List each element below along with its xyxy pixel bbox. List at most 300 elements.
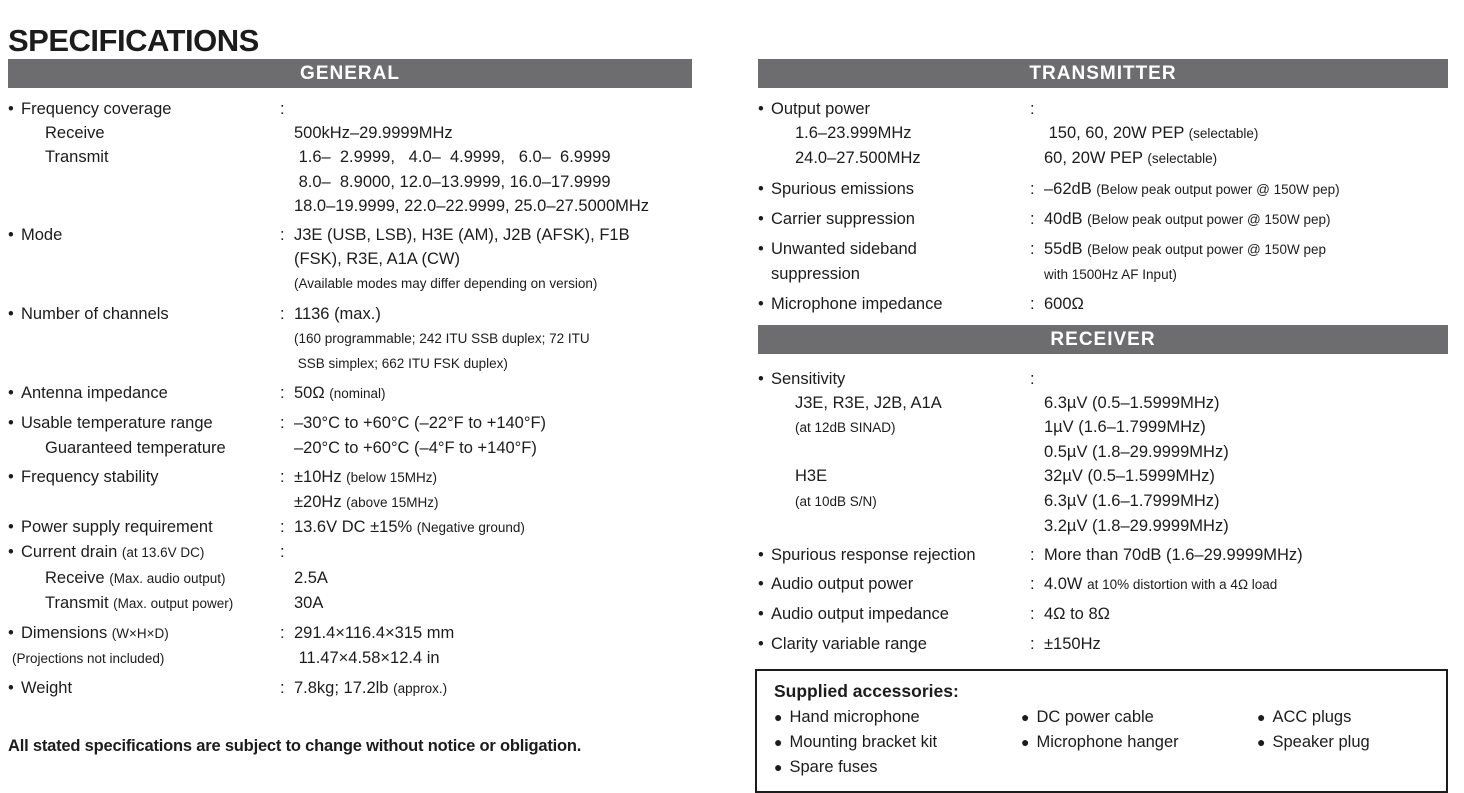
spec-row — [8, 411, 692, 435]
spec-value — [290, 411, 692, 435]
spec-colon — [280, 490, 290, 515]
spec-text: ±150Hz — [1044, 634, 1101, 653]
spec-value — [290, 465, 692, 490]
spec-text: Guaranteed temperature — [45, 438, 226, 457]
spec-row — [758, 292, 1448, 316]
spec-colon — [280, 121, 290, 145]
spec-value — [290, 621, 692, 646]
spec-text: Weight — [21, 679, 73, 698]
spec-label — [8, 351, 280, 376]
spec-colon: : — [1030, 575, 1035, 594]
spec-text: 0.5µV (1.8–29.9999MHz) — [1044, 443, 1229, 462]
spec-text: 1136 (max.) — [294, 304, 381, 323]
bullet-icon: • — [8, 467, 14, 486]
spec-label — [758, 367, 1030, 391]
bullet-icon: • — [8, 226, 14, 245]
general-column — [8, 59, 692, 702]
spec-text: H3E — [795, 467, 828, 486]
spec-text: More than 70dB (1.6–29.9999MHz) — [1044, 546, 1303, 565]
spec-value — [290, 515, 692, 540]
spec-colon: : — [1030, 179, 1035, 198]
bullet-icon: • — [758, 209, 764, 228]
spec-value — [290, 351, 692, 376]
accessory-bullet-icon: ● — [1021, 733, 1030, 750]
spec-text: Transmit — [45, 593, 114, 612]
section-header-general: GENERAL — [8, 59, 692, 88]
spec-text-small: (approx.) — [393, 681, 448, 697]
spec-value — [290, 302, 692, 326]
spec-label — [8, 194, 280, 218]
bullet-icon: • — [758, 605, 764, 624]
spec-label — [8, 97, 280, 121]
spec-text: 6.3µV (0.5–1.5999MHz) — [1044, 393, 1220, 412]
spec-label — [758, 543, 1030, 567]
spec-text-small: (at 12dB SINAD) — [795, 420, 896, 436]
accessory-bullet-icon: ● — [774, 708, 783, 725]
spec-value — [1040, 262, 1448, 287]
spec-label — [758, 464, 1030, 488]
spec-row — [8, 381, 692, 406]
spec-row — [8, 194, 692, 218]
spec-colon — [280, 566, 290, 591]
accessories-list — [774, 705, 1432, 780]
accessory-bullet-icon: ● — [774, 733, 783, 750]
accessory-item — [1257, 705, 1432, 730]
spec-value — [290, 381, 692, 406]
spec-label — [8, 621, 280, 646]
spec-row — [758, 415, 1448, 440]
spec-colon — [1030, 146, 1040, 171]
page-title: SPECIFICATIONS — [8, 22, 259, 58]
spec-text: 55dB — [1044, 240, 1088, 259]
spec-colon — [280, 591, 290, 616]
accessory-bullet-icon: ● — [1021, 708, 1030, 725]
spec-row — [758, 262, 1448, 287]
spec-row — [758, 464, 1448, 488]
spec-row — [8, 351, 692, 376]
spec-row — [758, 237, 1448, 262]
spec-colon: : — [280, 543, 285, 562]
supplied-accessories-box — [755, 669, 1448, 793]
spec-text-small: (Negative ground) — [416, 520, 525, 536]
spec-text: Power supply requirement — [21, 518, 213, 537]
spec-row — [758, 572, 1448, 597]
spec-value — [1040, 489, 1448, 514]
spec-row — [8, 515, 692, 540]
spec-text: 8.0– 8.9000, 12.0–13.9999, 16.0–17.9999 — [294, 172, 611, 191]
spec-row — [758, 489, 1448, 514]
accessories-title: Supplied accessories: — [774, 680, 959, 701]
spec-text: 30A — [294, 593, 324, 612]
spec-colon: : — [1030, 295, 1035, 314]
spec-colon: : — [280, 414, 285, 433]
spec-row — [8, 465, 692, 490]
general-spec-list — [8, 88, 692, 702]
spec-text-small: (Projections not included) — [12, 651, 165, 667]
spec-text: Output power — [771, 100, 871, 118]
spec-colon — [280, 326, 290, 351]
spec-text: Current drain — [21, 543, 122, 562]
spec-row — [8, 121, 692, 145]
spec-label — [8, 302, 280, 326]
spec-colon — [280, 194, 290, 218]
section-header-transmitter: TRANSMITTER — [758, 59, 1448, 88]
spec-value — [1040, 391, 1448, 415]
spec-text: Audio output power — [771, 575, 914, 594]
spec-text: 1.6–23.999MHz — [795, 124, 912, 143]
spec-value — [1040, 464, 1448, 488]
spec-value — [290, 436, 692, 460]
spec-value — [290, 97, 692, 121]
spec-value — [290, 540, 692, 565]
spec-row — [8, 271, 692, 296]
spec-colon — [1030, 415, 1040, 440]
receiver-spec-list — [758, 354, 1448, 656]
spec-label — [758, 97, 1030, 121]
bullet-icon: • — [758, 546, 764, 565]
accessory-label: DC power cable — [1036, 707, 1154, 726]
spec-text: 500kHz–29.9999MHz — [294, 124, 453, 143]
spec-text: 4.0W — [1044, 575, 1088, 594]
spec-row — [758, 207, 1448, 232]
spec-text-small: (at 13.6V DC) — [121, 545, 205, 561]
spec-label — [758, 146, 1030, 171]
spec-label — [758, 440, 1030, 464]
spec-text: 6.3µV (1.6–1.7999MHz) — [1044, 491, 1220, 510]
spec-row — [8, 170, 692, 194]
spec-text: Sensitivity — [771, 369, 846, 388]
spec-row — [758, 543, 1448, 567]
spec-text: 3.2µV (1.8–29.9999MHz) — [1044, 516, 1229, 535]
spec-value — [290, 271, 692, 296]
bullet-icon: • — [758, 240, 764, 259]
bullet-icon: • — [8, 543, 14, 562]
spec-text: –30°C to +60°C (–22°F to +140°F) — [294, 414, 547, 433]
spec-colon — [1030, 514, 1040, 538]
spec-value — [290, 145, 692, 169]
spec-row — [8, 540, 692, 565]
spec-label — [8, 676, 280, 701]
spec-value — [290, 223, 692, 247]
spec-text: 600Ω — [1044, 295, 1084, 314]
spec-value — [290, 490, 692, 515]
spec-text: Frequency stability — [21, 467, 159, 486]
spec-text: Audio output impedance — [771, 605, 949, 624]
accessory-label: Mounting bracket kit — [789, 732, 938, 751]
spec-colon: : — [1030, 634, 1035, 653]
spec-colon: : — [1030, 100, 1035, 118]
spec-value — [1040, 543, 1448, 567]
spec-colon — [280, 436, 290, 460]
spec-label — [8, 247, 280, 271]
accessory-label: Speaker plug — [1272, 732, 1370, 751]
spec-text: 11.47×4.58×12.4 in — [294, 649, 440, 668]
spec-value — [1040, 237, 1448, 262]
spec-label — [758, 207, 1030, 232]
accessory-bullet-icon: ● — [1257, 708, 1266, 725]
spec-label — [758, 121, 1030, 146]
spec-colon: : — [1030, 605, 1035, 624]
spec-colon — [1030, 121, 1040, 146]
spec-label — [8, 145, 280, 169]
spec-value — [1040, 602, 1448, 626]
spec-value — [1040, 572, 1448, 597]
spec-value — [1040, 146, 1448, 171]
spec-row — [758, 146, 1448, 171]
spec-row — [8, 591, 692, 616]
spec-row — [8, 97, 692, 121]
spec-label — [8, 515, 280, 540]
accessory-label: ACC plugs — [1272, 707, 1352, 726]
spec-label — [8, 465, 280, 490]
spec-value — [290, 566, 692, 591]
spec-label — [758, 514, 1030, 538]
spec-label — [8, 591, 280, 616]
spec-text: Carrier suppression — [771, 209, 915, 228]
spec-label — [8, 121, 280, 145]
spec-text-small: (Available modes may differ depending on version) — [294, 276, 598, 292]
spec-value — [1040, 121, 1448, 146]
spec-colon — [1030, 464, 1040, 488]
spec-colon: : — [1030, 369, 1035, 388]
spec-label — [758, 262, 1030, 287]
spec-text: Dimensions — [21, 624, 112, 643]
spec-value — [1040, 177, 1448, 202]
spec-text-small: (nominal) — [329, 386, 386, 402]
accessory-item — [1021, 705, 1257, 730]
accessory-bullet-icon: ● — [1257, 733, 1266, 750]
accessory-item — [1257, 730, 1432, 755]
spec-colon: : — [280, 304, 285, 323]
spec-text-small: (Max. output power) — [113, 595, 234, 611]
spec-text-small: (at 10dB S/N) — [795, 493, 877, 509]
spec-value — [1040, 415, 1448, 440]
spec-text: Clarity variable range — [771, 634, 927, 653]
spec-text: 1.6– 2.9999, 4.0– 4.9999, 6.0– 6.9999 — [294, 148, 611, 167]
accessory-item — [774, 755, 1021, 780]
spec-text: Receive — [45, 124, 105, 143]
spec-colon: : — [280, 226, 285, 245]
spec-value — [1040, 97, 1448, 121]
spec-text: Usable temperature range — [21, 414, 213, 433]
spec-text: suppression — [771, 265, 860, 284]
spec-value — [1040, 292, 1448, 316]
spec-colon: : — [1030, 546, 1035, 565]
spec-text-small: (Max. audio output) — [109, 570, 226, 586]
spec-text: 24.0–27.500MHz — [795, 149, 921, 168]
spec-value — [1040, 440, 1448, 464]
bullet-icon: • — [8, 624, 14, 643]
spec-text: Antenna impedance — [21, 384, 168, 403]
spec-text-small: (selectable) — [1147, 151, 1218, 167]
spec-text: J3E, R3E, J2B, A1A — [795, 393, 942, 412]
spec-colon — [280, 646, 290, 671]
spec-text-small: (above 15MHz) — [346, 495, 439, 511]
spec-colon — [1030, 262, 1040, 287]
bullet-icon: • — [8, 384, 14, 403]
spec-colon: : — [1030, 209, 1035, 228]
bullet-icon: • — [758, 179, 764, 198]
spec-text: 4Ω to 8Ω — [1044, 605, 1110, 624]
spec-text: (FSK), R3E, A1A (CW) — [294, 250, 460, 269]
spec-text: 13.6V DC ±15% — [294, 518, 417, 537]
bullet-icon: • — [758, 634, 764, 653]
accessory-item — [774, 730, 1021, 755]
spec-label — [8, 223, 280, 247]
spec-colon — [1030, 391, 1040, 415]
spec-colon: : — [280, 679, 285, 698]
spec-text: Spurious emissions — [771, 179, 915, 198]
spec-value — [290, 591, 692, 616]
spec-value — [290, 247, 692, 271]
spec-row — [758, 391, 1448, 415]
footnote: All stated specifications are subject to change without notice or obligation. — [8, 737, 582, 755]
accessory-label: Spare fuses — [789, 757, 878, 776]
spec-text-small: (Below peak output power @ 150W pep) — [1096, 181, 1340, 197]
spec-text: 50Ω — [294, 384, 330, 403]
spec-label — [8, 326, 280, 351]
spec-label — [758, 391, 1030, 415]
spec-colon — [280, 145, 290, 169]
accessory-item — [1021, 730, 1257, 755]
bullet-icon: • — [8, 679, 14, 698]
spec-text: 7.8kg; 17.2lb — [294, 679, 394, 698]
spec-row — [8, 145, 692, 169]
spec-colon: : — [280, 384, 285, 403]
spec-row — [758, 440, 1448, 464]
spec-text: 1µV (1.6–1.7999MHz) — [1044, 418, 1206, 437]
spec-colon: : — [1030, 240, 1035, 259]
spec-label — [758, 602, 1030, 626]
spec-colon — [280, 170, 290, 194]
spec-label — [8, 411, 280, 435]
spec-text: ±20Hz — [294, 493, 347, 512]
spec-row — [758, 121, 1448, 146]
bullet-icon: • — [758, 575, 764, 594]
spec-row — [8, 490, 692, 515]
spec-text: 291.4×116.4×315 mm — [294, 624, 455, 643]
spec-colon — [280, 247, 290, 271]
spec-value — [290, 121, 692, 145]
spec-row — [8, 223, 692, 247]
spec-row — [758, 177, 1448, 202]
spec-row — [8, 326, 692, 351]
spec-text: Microphone impedance — [771, 295, 943, 314]
spec-value — [290, 326, 692, 351]
spec-text-small: (W×H×D) — [111, 626, 169, 642]
spec-text: Frequency coverage — [21, 100, 172, 118]
spec-value — [1040, 632, 1448, 656]
spec-row — [8, 436, 692, 460]
transmitter-spec-list — [758, 88, 1448, 317]
spec-text: Unwanted sideband — [771, 240, 917, 259]
spec-text: ±10Hz — [294, 467, 347, 486]
spec-label — [758, 572, 1030, 597]
spec-text: –62dB — [1044, 179, 1097, 198]
spec-value — [1040, 207, 1448, 232]
spec-text: Transmit — [45, 148, 109, 167]
spec-label — [758, 237, 1030, 262]
accessory-label: Microphone hanger — [1036, 732, 1179, 751]
spec-colon: : — [280, 624, 285, 643]
spec-text: –20°C to +60°C (–4°F to +140°F) — [294, 438, 537, 457]
bullet-icon: • — [758, 295, 764, 314]
spec-row — [758, 602, 1448, 626]
spec-text-small: with 1500Hz AF Input) — [1044, 267, 1177, 283]
spec-text: 150, 60, 20W PEP — [1044, 124, 1189, 143]
spec-colon — [280, 351, 290, 376]
spec-text: Spurious response rejection — [771, 546, 976, 565]
accessory-label: Hand microphone — [789, 707, 920, 726]
spec-text: J3E (USB, LSB), H3E (AM), J2B (AFSK), F1B — [294, 226, 630, 245]
spec-value — [1040, 367, 1448, 391]
spec-text: Receive — [45, 568, 110, 587]
spec-row — [758, 514, 1448, 538]
spec-text: 40dB — [1044, 209, 1088, 228]
spec-value — [290, 170, 692, 194]
bullet-icon: • — [758, 100, 764, 118]
accessory-bullet-icon: ● — [774, 758, 783, 775]
spec-label — [8, 381, 280, 406]
spec-colon: : — [280, 518, 285, 537]
spec-label — [8, 566, 280, 591]
bullet-icon: • — [8, 518, 14, 537]
accessory-item — [774, 705, 1021, 730]
spec-row — [8, 646, 692, 671]
spec-text-small: (Below peak output power @ 150W pep — [1087, 242, 1326, 258]
spec-row — [8, 566, 692, 591]
spec-text: 18.0–19.9999, 22.0–22.9999, 25.0–27.5000MHz — [294, 196, 650, 215]
bullet-icon: • — [758, 369, 764, 388]
spec-row — [758, 97, 1448, 121]
spec-label — [8, 436, 280, 460]
spec-text-small: (Below peak output power @ 150W pep) — [1087, 211, 1331, 227]
spec-text-small: (selectable) — [1188, 126, 1259, 142]
section-header-receiver: RECEIVER — [758, 325, 1448, 354]
spec-row — [8, 676, 692, 701]
spec-value — [290, 194, 692, 218]
spec-label — [758, 415, 1030, 440]
transmitter-receiver-column — [758, 59, 1448, 793]
spec-text-small: (below 15MHz) — [346, 469, 437, 485]
spec-value — [290, 646, 692, 671]
spec-colon: : — [280, 467, 285, 486]
spec-label — [8, 170, 280, 194]
spec-label — [758, 177, 1030, 202]
spec-label — [758, 632, 1030, 656]
spec-label — [8, 540, 280, 565]
spec-row — [8, 621, 692, 646]
spec-label — [758, 292, 1030, 316]
spec-colon: : — [280, 100, 285, 118]
spec-text: 2.5A — [294, 568, 328, 587]
spec-row — [758, 367, 1448, 391]
spec-text: 32µV (0.5–1.5999MHz) — [1044, 467, 1215, 486]
spec-row — [8, 247, 692, 271]
spec-label — [8, 490, 280, 515]
bullet-icon: • — [8, 414, 14, 433]
spec-text-small: (160 programmable; 242 ITU SSB duplex; 72 ITU — [294, 330, 590, 346]
spec-label — [8, 271, 280, 296]
spec-colon — [1030, 489, 1040, 514]
bullet-icon: • — [8, 100, 14, 118]
spec-row — [758, 632, 1448, 656]
spec-text: Mode — [21, 226, 63, 245]
bullet-icon: • — [8, 304, 14, 323]
spec-text-small: at 10% distortion with a 4Ω load — [1087, 577, 1278, 593]
spec-label — [758, 489, 1030, 514]
spec-label — [8, 646, 280, 671]
